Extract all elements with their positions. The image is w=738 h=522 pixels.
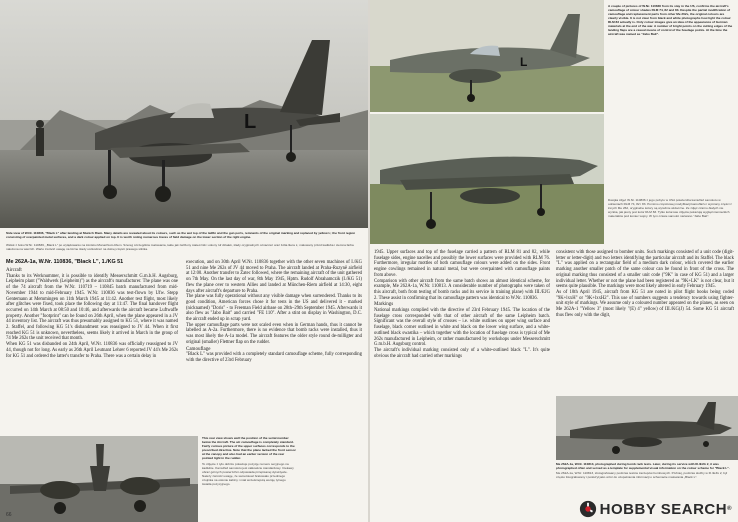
left-page [0, 0, 368, 522]
right-middle-caption [608, 198, 734, 218]
right-middle-photo [370, 114, 604, 244]
right-bottom-caption-polish: Me 262A-1a, W.Nr. 110813, sfotografowany podczas testów zaczepów bombowych. Później, podczas służby w III./EJG 2, był często fotografowany i posłużył jako wzór do uzupełnienia informacji o schemacie malowania „Black L". [556, 471, 728, 479]
left-column-1 [6, 268, 178, 359]
left-column-2 [186, 260, 362, 364]
aircraft-color-photo-middle [370, 114, 604, 244]
aircraft-rear-view-photo [0, 436, 198, 522]
aircraft-section-text: Thanks to its Werknummer, it is possible to identify Messerschmitt G.m.b.H. Augsburg, Leipheim plant ("Waldwerk (Leipheim)") as the aircraft's manufacturer. The plane was one of the 74 aircraft from the W.Nr. 110719 – 110845 batch manufactured from mid-November 1944 to mid-February 1945. W.Nr. 110836 was test-flown by Ufw. Stepp Gentemann at Memmingen on 11th March 1945 at 11:42. Another test flight, most likely after glitches were fixed, took place the following day at 11:47. The final handover flight occurred on 14th March at 08:50 and 10:46, and afterwards the aircraft became Luftwaffe property. Another "footprint" can be found on 26th April, when the plane appeared in a JV 44 inventory list. The aircraft was thus presumably assigned to KG 51, where it was named 2. Staffel, and following KG 51's disbandment was reassigned to JV 44. When it first reached KG 51 is unknown, nevertheless, seems likely it arrived in March in the group of 74 Me 262s the unit received that month. When KG 51 was disbanded on 24th April, W.Nr. 110836 was officially reassigned to JV 44, though not for long. As early as 26th April Leutnant Lehrer 6 reported JV 44's Me 262s for KG 51 and ordered the latter's transfer to Praha. There was a certain delay in [6, 273, 178, 359]
right-bottom-caption-english: Me 262A-1a, W.Nr. 110813, photographed during bomb rack tests. Later, during its service with III./EJG 2, it was photographed often and served as a template for supplemental visual information on the colour scheme for "Black L". [556, 462, 730, 470]
page-number-left: 66 [6, 512, 12, 518]
hobby-search-watermark [579, 500, 732, 518]
camouflage-section-text: "Black L" was provided with a completely standard camouflage scheme, fully corresponding with the directive of 23rd February [186, 352, 362, 363]
section-heading-camouflage: Camouflage [186, 346, 211, 352]
left-top-photo [0, 0, 368, 228]
svg-text:L: L [520, 55, 528, 69]
right-column-2-text: consistent with those assigned to bomber units. Such markings consisted of a unit code (digit-letter or letter-digit) and two letters identifying the particular aircraft and its Staffel. The black "L" was applied on a rectangular field of a medium dark colour, which covered the earlier marking another smaller patch of the same colour can be found in front of the cross. The original marking thus consisted of a smaller unit code ("9K" in case of KG 51) and a larger individual letter. Whether or not the plane had been registered as "9K+LK" is not clear, but it seems quite plausible. The markings were most likely altered in early February 1945. As of 10th April 1945, aircraft from KG 51 are noted in pilot flight books being coded "9K+lxxH" or "9K+lxxH2". This use of numbers suggests a tendency towards using fighter-unit style of markings. We assume only a coloured number appeared on the planes, as seen on Me 262A-1 "Yellow 3" (most likely "(E) 4" yellow) of III./KG(J) 54. Some KG 51 aircraft thus flew only with the digit, [556, 250, 734, 318]
left-bottom-photo-caption [202, 436, 296, 486]
right-top-caption-english: A couple of pictures of W.Nr. 110836 from its stay in the US, confirms the aircraft's camouflage of colour shades RLM 74, 82 and 83. Despite the partial modification of camouflage and replacement parts from other Me 262s, the original colours are clearly visible. It is not clear from black and white photographs how light the colour RLM 83 actually is. Only colour images give an idea of the appearance of German materials at the end of the war. A number of bright points on the cutting edges of the landing flaps are a casual means of control of the fuselage points. At the time the aircraft was named as "Jabo Bait". [608, 4, 733, 36]
watermark-text: HOBBY SEARCH [599, 500, 728, 518]
left-top-photo-caption-polish [6, 243, 362, 251]
markings-section-text: National markings complied with the directive of 23rd February 1945. The location of the fuselage cross corresponded with that of other aircraft of the same Leipheim batch. Significant was the overall style of crosses – i.e. white outlines on upper wing surface and fuselage, black corner outlined in white and black on the lower wing surface, and a white-outlined black swastika – which together with the location of fuselage cross is typical of Me 262s manufactured in Leipheim, or rather manufactured by workshops under Messerschmitt G.m.b.H. Augsburg control. The aircraft's individual marking consisted only of a white-outlined black "L". It's quite obvious the aircraft had carried other markings [374, 308, 550, 359]
right-column-1 [374, 250, 550, 359]
svg-text:L: L [244, 111, 257, 133]
right-top-photo [370, 0, 604, 112]
aircraft-bw-photo-110813 [556, 396, 738, 460]
bottom-caption-polish: To zdjęcie z tyłu dobrze pokazuje pozycję numeru seryjnego na kadłubie. Kamuflaż samolotu jest całkowicie standardowy. Ciekawy obraz górnych powierzchni odpowiada przepisanej dyrektywie. Należy zwrócić uwagę, że samolotowi brakowało przedniego czujnika na osłonie kabiny i miał wcześniejszą wersję tylnego światła pozycyjnego. [202, 462, 294, 486]
hobby-search-logo-icon [579, 500, 597, 518]
caption-polish: Widok z boku W.Nr. 110836, „Black L" po wylądowaniu na lotnisku Monachium-Riem. Szereg szczegółów malowania, takie jak zwilżony statecznik i osłony luf działek, ślady oryginalnych oznaczeń oraz żółta litera L; malowany przód kadłuba i ciemna farba nałożona na wierzch. Warto zwrócić uwagę na liczne ślady uszkodzeń na dolnej części prawego silnika. [6, 243, 354, 251]
section-heading-aircraft: Aircraft [6, 268, 22, 273]
aircraft-title: Me 262A-1a, W.Nr. 110836, "Black L", 1./KG 51 [6, 259, 124, 265]
right-page [370, 0, 738, 522]
right-bottom-caption [556, 462, 734, 479]
watermark-registered-mark: ® [727, 506, 732, 512]
right-bottom-photo [556, 396, 738, 460]
right-middle-caption-polish: Dwojka zdjęć W.Nr. 110836 z jego pobytu w USA potwierdza kamuflaż samolotu w odcieniach RLM 74, 82 i 83. Pomimo częściowej modyfikacji kamuflażu i wymiany części z innych Me 262, oryginalne kolory są wyraźnie widoczne. Ze zdjęć czarno-białych nie wynika, jak jasny jest kolor RLM 83. Tylko kolorowe zdjęcia pokazują wygląd niemieckich materiałów pod koniec wojny. W tym czasie samolot nazwano "Jabo Bait". [608, 198, 732, 218]
left-column-2-text: execution, and on 30th April W.Nr. 110836 together with the other seven machines of I./KG 51 and nine Me 262s of JV 44 moved to Praha. The aircraft landed at Praha-Ruzyně airfield at 12:00. Another transfer to Žatec followed, where the remaining aircraft of the unit gathered on 7th May. On the last day of war, 8th May 1945, Hptm. Rudolf Abrahamczik (I./KG 51) flew the plane over to western Allies and landed at München-Riem airfield at 14:30, eight days after aircraft's departure to Praha. The plane was fully operational without any visible damage when surrendered. Thanks to its good condition, American forces chose it for tests in the US and delivered it - marked (nicknamed) "Doris" - to Freeman Field airbase on 28th–29th September 1945. Afterwards it also flew as "Jabo Bait" and carried "FE 110". After a stint on display in Washington, D.C. the aircraft ended up in scrap yard. The upper camouflage parts were not scaled even when in German hands, thus it cannot be labelled as A-2a. Furthermore, there is no evidence that bomb racks were installed, thus it was most likely the A-1a model. The aircraft features the older style round de-milligter and original (smaller) Flettner flap on the rudder. [186, 260, 362, 345]
aircraft-color-photo-top [370, 0, 604, 112]
bottom-caption-english: This rear view shows well the position of the serial number below the Aircraft. The a/c camouflage is completely standard. Fairly curious picture of the upper surfaces corresponds to the prescribed directive. Note that the plane lacked the front sensor at the canopy and also had an earlier version of the rear pointed light in the rudder. [202, 436, 296, 460]
section-heading-markings: Markings [374, 302, 394, 308]
aircraft-side-view-photo [0, 0, 368, 228]
caption-english: Side view of W.Nr. 110836, "Black L" after landing at Munich Riem. Many details are revealed about its colours, such as the wet top of the tailfin and the gun ports, remnants of the original marking and replaced by yellow L; the front region consisting of overpainted metal surfaces, and a dark colour applied on top. It is worth noting numerous traces of field damage on the lower section of the right engine. [6, 231, 356, 239]
right-column-2 [556, 250, 734, 318]
left-top-photo-caption [6, 231, 362, 239]
right-top-caption [608, 4, 734, 36]
right-column-1-text: 1945. Upper surfaces and top of the fuselage carried a pattern of RLM 81 and 82, while fuselage sides, engine nacelles and possibly the lower surfaces were provided with RLM 76. Furthermore, irregular mottles of both camouflage colours were added on the sides. Front engine cowlings remained in natural metal, but were overpainted with camouflage paints from above. Comparison with other aircraft from the same batch shows an almost identical scheme, for example, Me 262A-1a, W.Nr. 110813. A considerable number of photographs were taken of this aircraft, both from testing of bomb racks and its service in training plane) with III./EJG 2. These assist in confirming that its camouflage pattern was identical to W.Nr. 110836. [374, 250, 550, 301]
left-bottom-photo [0, 436, 198, 522]
